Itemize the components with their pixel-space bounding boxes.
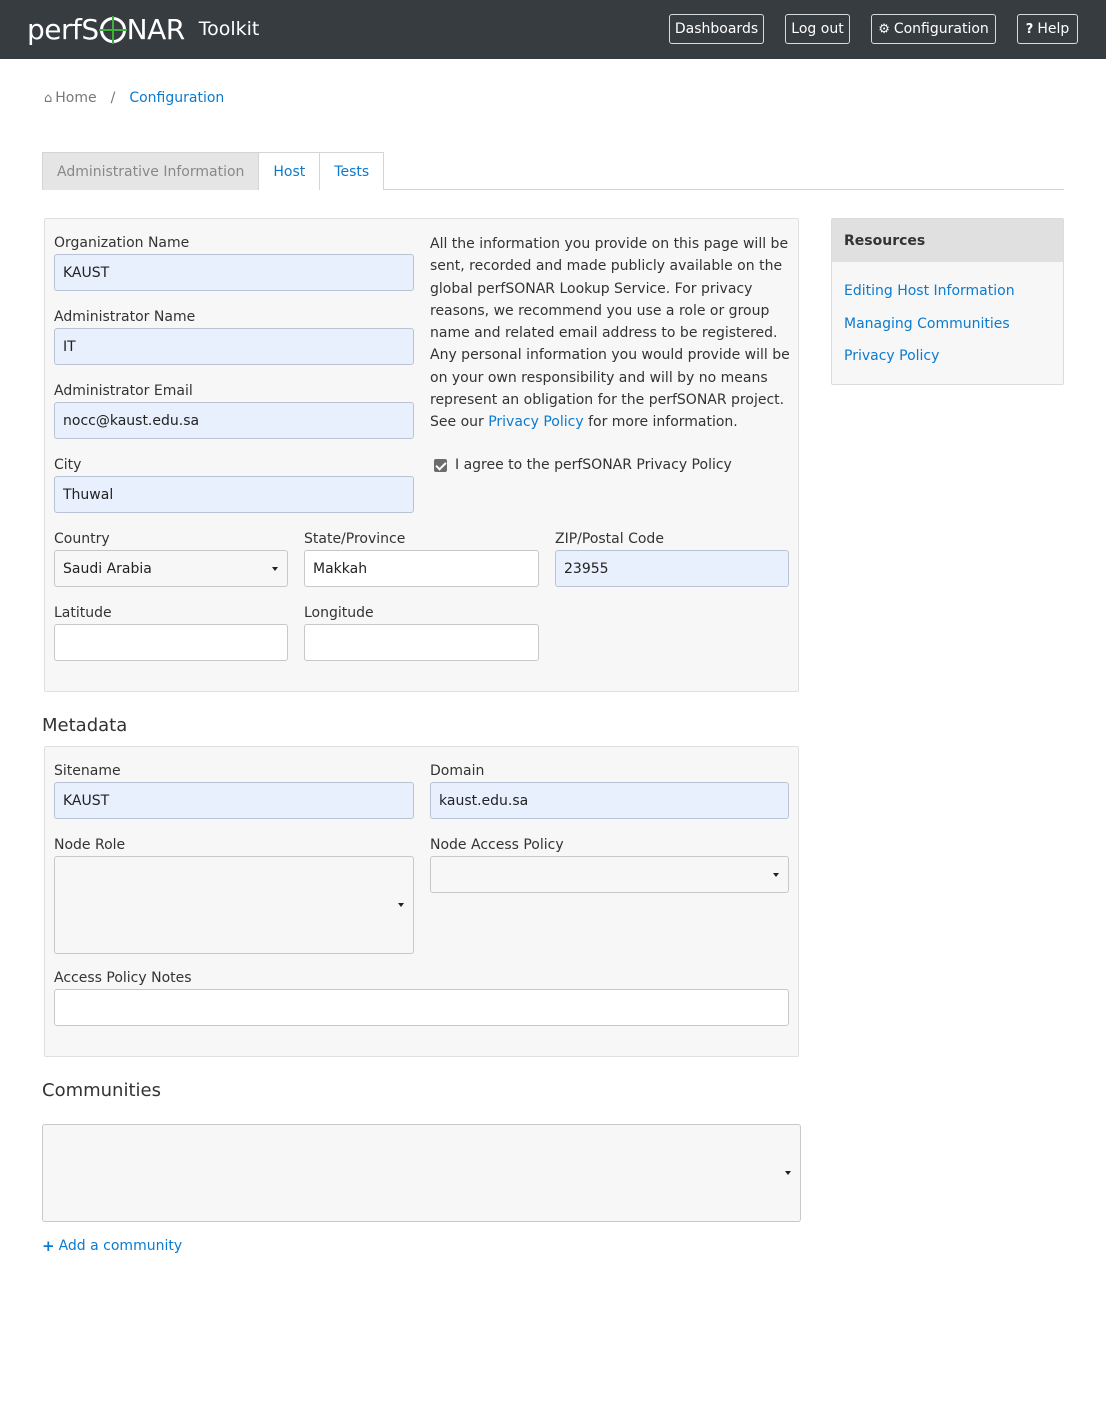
privacy-policy-inline-link[interactable]: Privacy Policy	[488, 414, 584, 431]
toolkit-label: Toolkit	[198, 18, 260, 40]
org-name-label: Organization Name	[54, 235, 190, 251]
country-label: Country	[54, 531, 110, 547]
brand[interactable]	[27, 10, 259, 48]
communities-select[interactable]	[42, 1124, 801, 1222]
logo-text-left: perfS	[27, 12, 99, 46]
tab-tests[interactable]: Tests	[320, 152, 384, 190]
help-label: Help	[1037, 21, 1070, 37]
zip-input[interactable]	[555, 550, 789, 587]
logout-button[interactable]	[785, 14, 850, 44]
caret-down-icon	[398, 903, 404, 907]
caret-down-icon	[773, 873, 779, 877]
node-access-policy-select[interactable]	[430, 856, 789, 893]
admin-email-label: Administrator Email	[54, 383, 193, 399]
logout-label: Log out	[791, 21, 844, 37]
privacy-notice-after: for more information.	[583, 414, 738, 431]
top-navbar	[0, 0, 1106, 59]
resource-link-privacy-policy[interactable]: Privacy Policy	[844, 348, 940, 364]
home-icon: ⌂	[44, 90, 53, 106]
resources-heading: Resources	[832, 219, 1063, 262]
resource-link-editing-host-information[interactable]: Editing Host Information	[844, 283, 1015, 299]
longitude-input[interactable]	[304, 624, 539, 661]
privacy-agree-checkbox[interactable]	[434, 459, 447, 472]
node-role-select[interactable]	[54, 856, 414, 954]
breadcrumb-home[interactable]	[44, 90, 97, 106]
tab-administrative-information[interactable]: Administrative Information	[42, 152, 259, 190]
breadcrumb-home-label: Home	[55, 90, 97, 106]
state-input[interactable]	[304, 550, 539, 587]
logo-text-right: NAR	[126, 12, 185, 46]
latitude-label: Latitude	[54, 605, 112, 621]
metadata-heading: Metadata	[42, 715, 128, 736]
domain-value: kaust.edu.sa	[439, 792, 529, 809]
privacy-agree-row	[434, 457, 732, 473]
breadcrumb-current[interactable]: Configuration	[129, 90, 225, 106]
city-input[interactable]	[54, 476, 414, 513]
dashboards-label: Dashboards	[674, 21, 759, 37]
sitename-label: Sitename	[54, 763, 121, 779]
breadcrumb	[44, 88, 224, 108]
state-value: Makkah	[313, 560, 368, 577]
privacy-notice-before: All the information you provide on this page will be sent, recorded and made publicly available on the global perfSONAR Lookup Service. For privacy reasons, we recommend you use a role or group name and related email address to be registered. Any personal information you would provide will be on your own responsibility and will by no means represent an obligation for the perfSONAR project. See our	[430, 236, 790, 431]
resources-panel	[831, 218, 1064, 385]
zip-value: 23955	[564, 560, 609, 577]
zip-label: ZIP/Postal Code	[555, 531, 664, 547]
communities-heading: Communities	[42, 1080, 161, 1101]
add-community-link[interactable]	[42, 1237, 182, 1255]
add-community-label: Add a community	[58, 1238, 183, 1254]
domain-input[interactable]	[430, 782, 789, 819]
sitename-input[interactable]	[54, 782, 414, 819]
admin-name-input[interactable]	[54, 328, 414, 365]
node-role-label: Node Role	[54, 837, 126, 853]
access-policy-notes-label: Access Policy Notes	[54, 970, 192, 986]
question-icon: ?	[1025, 21, 1034, 37]
configuration-label: Configuration	[893, 21, 989, 37]
state-label: State/Province	[304, 531, 406, 547]
city-value: Thuwal	[63, 486, 114, 503]
org-name-input[interactable]	[54, 254, 414, 291]
domain-label: Domain	[430, 763, 485, 779]
gear-icon: ⚙	[878, 21, 890, 37]
caret-down-icon	[272, 567, 278, 571]
admin-name-label: Administrator Name	[54, 309, 196, 325]
sitename-value: KAUST	[63, 792, 110, 809]
resource-link-managing-communities[interactable]: Managing Communities	[844, 316, 1010, 332]
access-policy-notes-input[interactable]	[54, 989, 789, 1026]
dashboards-button[interactable]	[669, 14, 764, 44]
longitude-label: Longitude	[304, 605, 374, 621]
country-value: Saudi Arabia	[63, 560, 152, 577]
perfsonar-logo	[27, 13, 185, 46]
org-name-value: KAUST	[63, 264, 110, 281]
crosshair-logo-icon	[100, 17, 126, 43]
tab-bar	[42, 152, 384, 190]
admin-name-value: IT	[63, 338, 76, 355]
country-select[interactable]	[54, 550, 288, 587]
latitude-input[interactable]	[54, 624, 288, 661]
configuration-button[interactable]	[871, 14, 996, 44]
node-access-policy-label: Node Access Policy	[430, 837, 564, 853]
admin-email-value: nocc@kaust.edu.sa	[63, 412, 200, 429]
tab-host[interactable]: Host	[259, 152, 320, 190]
help-button[interactable]	[1017, 14, 1078, 44]
caret-down-icon	[785, 1171, 791, 1175]
breadcrumb-separator: /	[110, 90, 116, 106]
plus-icon: +	[42, 1237, 55, 1255]
admin-email-input[interactable]	[54, 402, 414, 439]
privacy-agree-label: I agree to the perfSONAR Privacy Policy	[455, 457, 732, 473]
city-label: City	[54, 457, 82, 473]
privacy-notice-text	[430, 233, 792, 434]
